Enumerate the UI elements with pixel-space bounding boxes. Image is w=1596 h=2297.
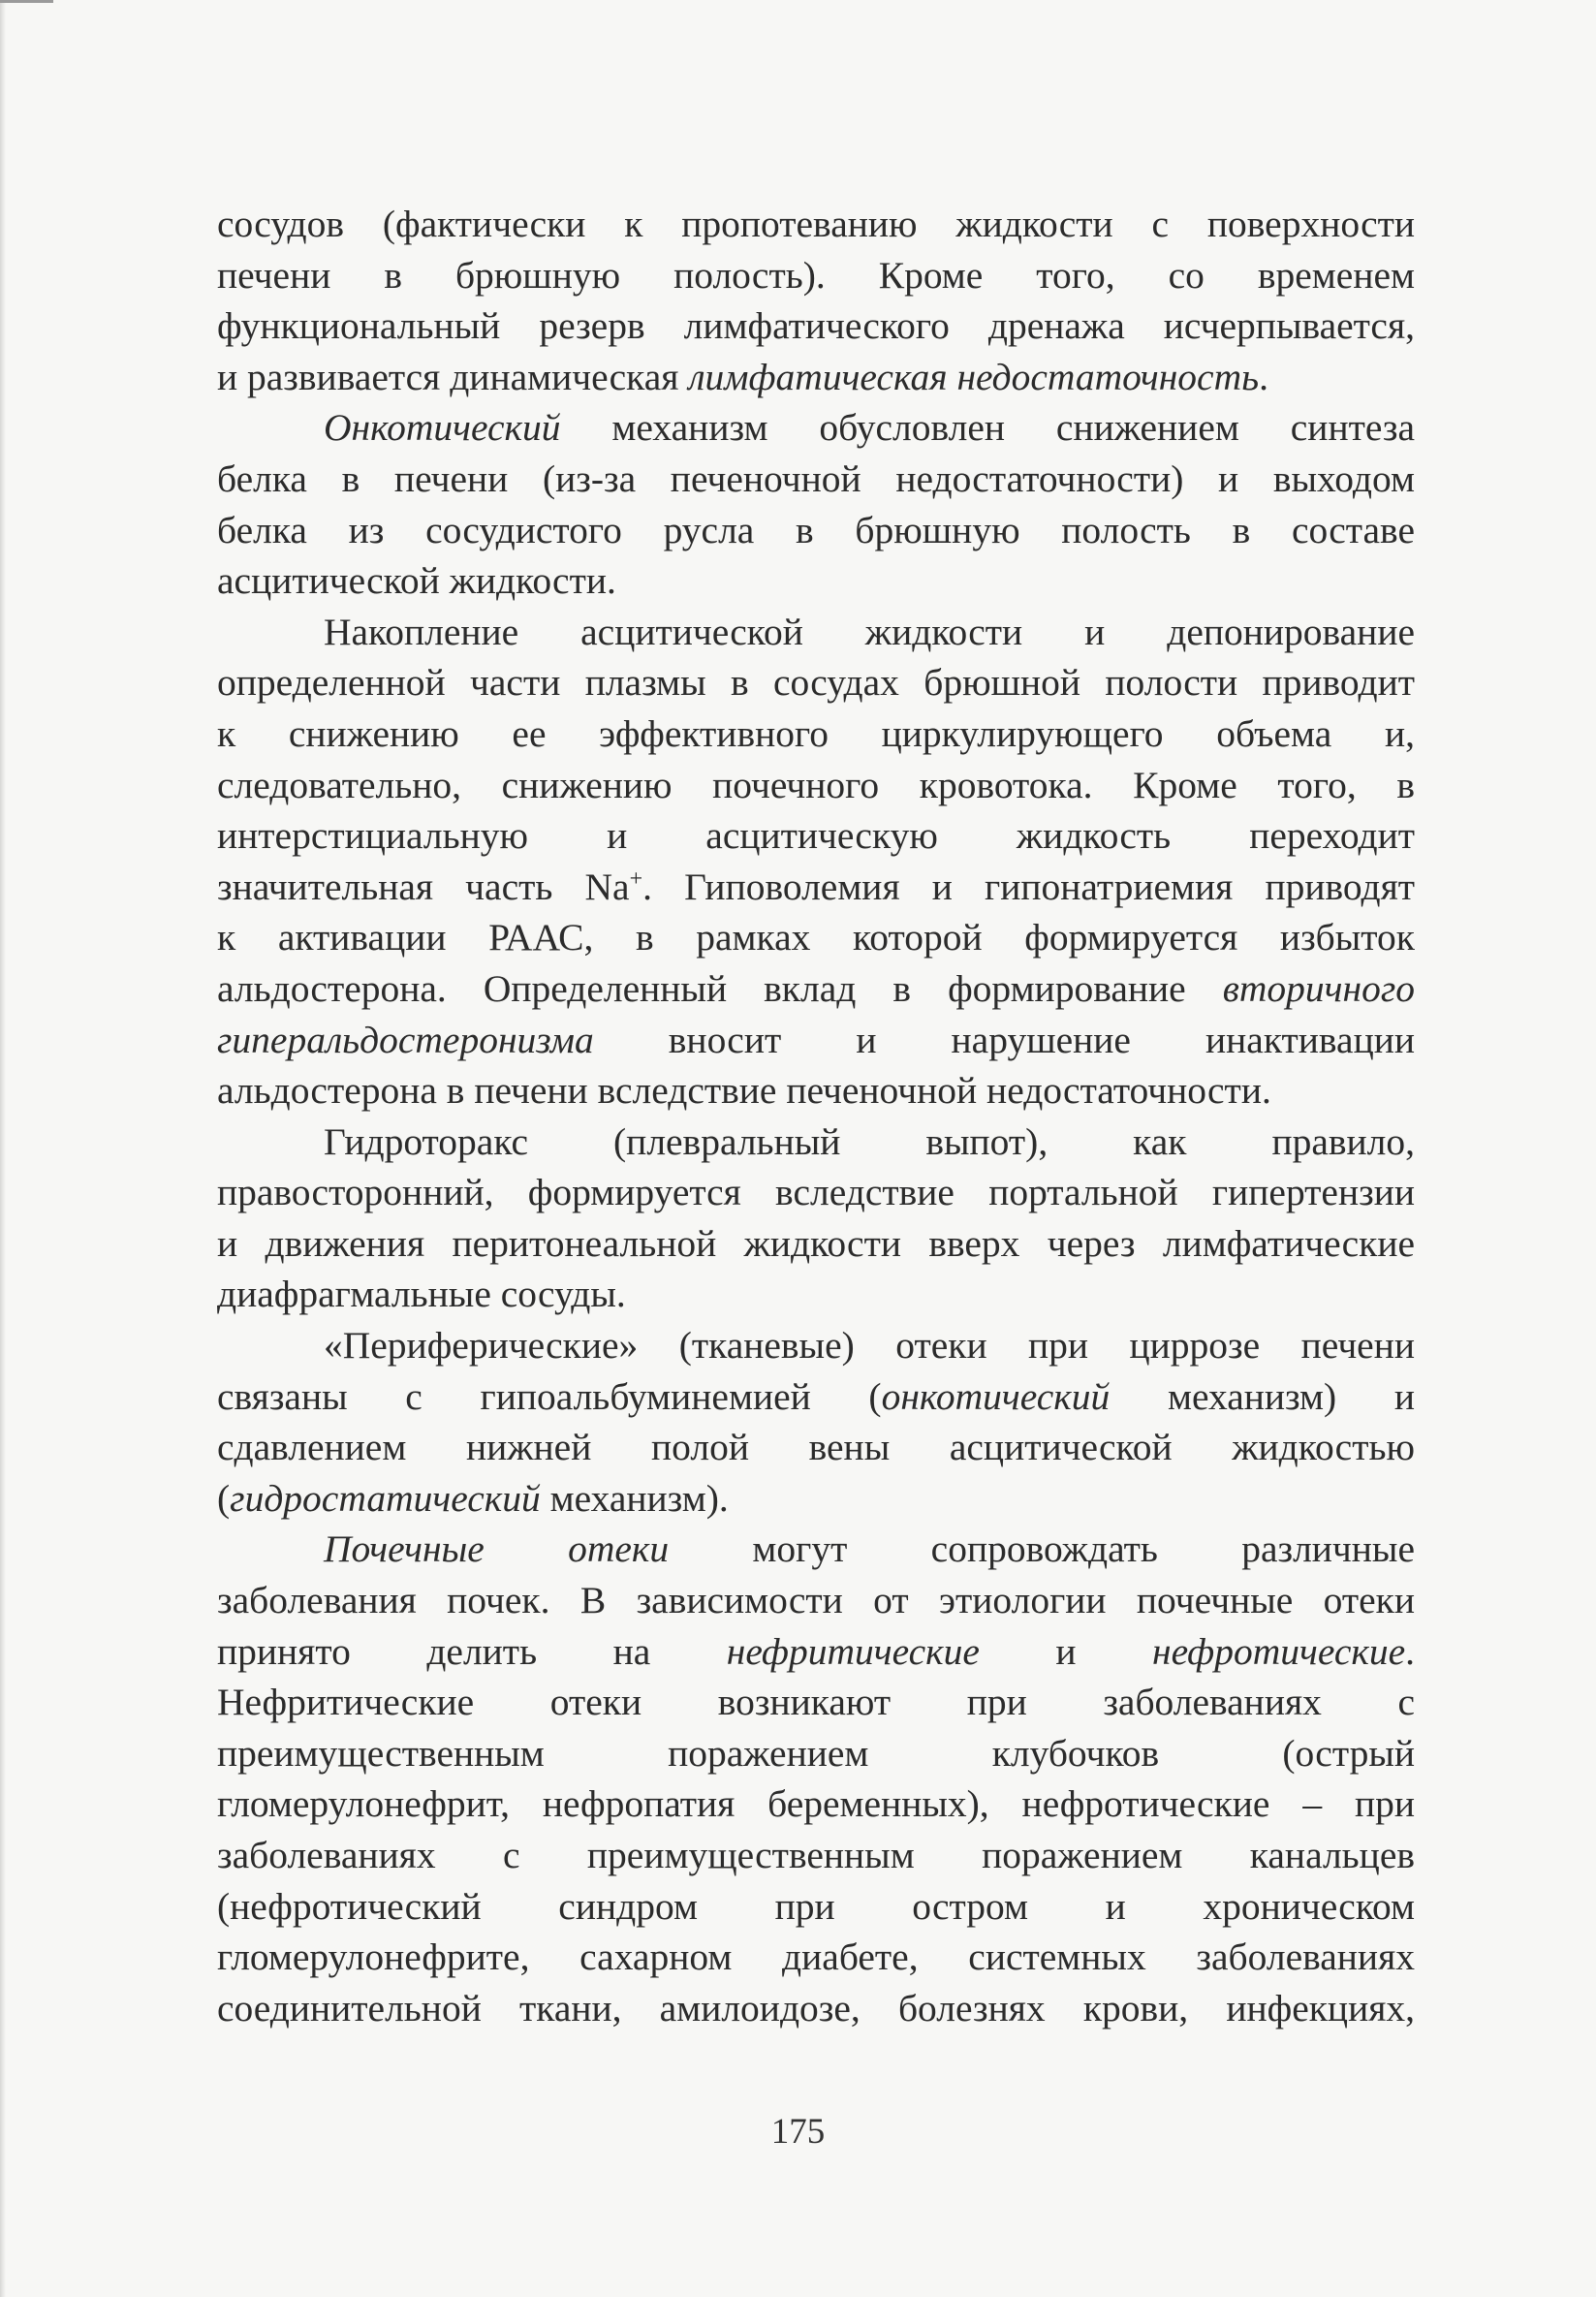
text-line [217,1626,1415,1678]
text-line [217,454,1415,505]
text-segment: определенной части плазмы в сосудах брюшной полости приводит [217,661,1415,705]
text-segment: диафрагмальные сосуды. [217,1273,626,1316]
italic-term: вторичного [1222,966,1415,1010]
page-edge-shadow [0,0,6,2297]
text-line [217,708,1415,760]
text-segment: связаны с гипоальбуминемией ( [217,1374,882,1418]
text-segment: интерстициальную и асцитическую жидкость переходит [217,814,1415,858]
body-text [217,199,1415,2033]
text-segment: Накопление асцитической жидкости и депонирование [324,610,1415,653]
text-segment: . [1259,355,1268,398]
text-line [217,300,1415,352]
text-segment: следовательно, снижению почечного кровотока. Кроме того, в [217,763,1415,806]
text-segment: . Гиповолемия и гипонатриемия приводят [642,865,1415,908]
text-line [217,810,1415,862]
text-segment: функциональный резерв лимфатического дренажа исчерпывается, [217,304,1415,348]
text-segment: гломерулонефрит, нефропатия беременных), нефротические – при [217,1782,1415,1826]
text-segment: могут сопровождать различные [669,1527,1416,1571]
text-line [217,1575,1415,1626]
text-segment: правосторонний, формируется вследствие портальной гипертензии [217,1171,1415,1214]
text-segment: заболеваниях с преимущественным поражением канальцев [217,1834,1415,1876]
text-segment: гломерулонефрите, сахарном диабете, системных заболеваниях [217,1935,1415,1979]
text-segment: сдавлением нижней полой вены асцитической жидкостью [217,1426,1415,1469]
text-line [217,1065,1415,1117]
text-line [217,912,1415,963]
scan-corner-mark [0,0,53,3]
text-line [217,1881,1415,1933]
text-segment: к активации РААС, в рамках которой формируется избыток [217,916,1415,960]
text-segment: белка в печени (из-за печеночной недостаточности) и выходом [217,456,1415,500]
text-line [217,250,1415,301]
text-line [217,1524,1415,1575]
text-segment: альдостерона в печени вследствие печеночной недостаточности. [217,1069,1271,1113]
italic-term: нефритические [726,1629,980,1673]
text-segment: механизм) и [1110,1374,1415,1418]
text-line [217,1371,1415,1423]
text-segment: альдостерона. Определенный вклад в формирование [217,966,1223,1010]
text-segment: и развивается динамическая [217,355,689,398]
text-line [217,760,1415,811]
text-segment: асцитической жидкости. [217,559,616,603]
text-segment: соединительной ткани, амилоидозе, болезнях крови, инфекциях, [217,1986,1415,2030]
italic-term: Почечные отеки [324,1527,670,1571]
text-segment: преимущественным поражением клубочков (острый [217,1731,1415,1775]
text-line [217,402,1415,454]
text-line [217,1728,1415,1779]
text-segment: сосудов (фактически к пропотеванию жидкости с поверхности [217,203,1415,245]
text-segment: (нефротический синдром при остром и хроническом [217,1884,1415,1928]
text-line [217,1269,1415,1320]
text-line [217,862,1415,913]
text-segment: . [1405,1629,1415,1673]
italic-term: лимфатическая недостаточность [688,355,1260,398]
text-segment: принято делить на [217,1629,727,1673]
text-line [217,1983,1415,2034]
text-segment: белка из сосудистого русла в брюшную полость в составе [217,508,1415,551]
text-segment: заболевания почек. В зависимости от этиологии почечные отеки [217,1579,1415,1622]
text-line [217,657,1415,708]
text-segment: ( [217,1476,231,1520]
italic-term: онкотический [881,1374,1111,1418]
superscript: + [629,865,643,892]
text-segment: Нефритические отеки возникают при заболеваниях с [217,1681,1415,1724]
text-line [217,607,1415,658]
text-line [217,555,1415,607]
text-line [217,1677,1415,1728]
text-line [217,963,1415,1015]
text-line [217,1422,1415,1473]
text-line [217,1167,1415,1218]
text-segment: к снижению ее эффективного циркулирующего объема и, [217,711,1415,755]
italic-term: гидростатический [230,1476,541,1520]
italic-term: гиперальдостеронизма [217,1018,594,1061]
italic-term: Онкотический [324,406,561,450]
page-number: 175 [770,2112,826,2152]
text-line [217,1932,1415,1983]
text-line [217,1320,1415,1371]
text-line [217,1218,1415,1270]
text-segment: Гидроторакс (плевральный выпот), как правило, [324,1119,1415,1163]
text-segment: печени в брюшную полость). Кроме того, со временем [217,253,1415,297]
text-line [217,1830,1415,1881]
text-segment: вносит и нарушение инактивации [593,1018,1415,1061]
text-line [217,1015,1415,1066]
text-segment: и движения перитонеальной жидкости вверх через лимфатические [217,1221,1415,1265]
text-line [217,1473,1415,1525]
text-line [217,1778,1415,1830]
text-line [217,505,1415,556]
text-segment: и [979,1629,1153,1673]
text-segment: значительная часть Na [217,865,630,908]
text-segment: механизм обусловлен снижением синтеза [560,406,1415,450]
italic-term: нефротические [1152,1629,1406,1673]
text-line [217,199,1415,250]
text-line [217,352,1415,403]
text-line [217,1117,1415,1168]
text-segment: «Периферические» (тканевые) отеки при циррозе печени [324,1324,1415,1368]
text-segment: механизм). [540,1476,729,1520]
